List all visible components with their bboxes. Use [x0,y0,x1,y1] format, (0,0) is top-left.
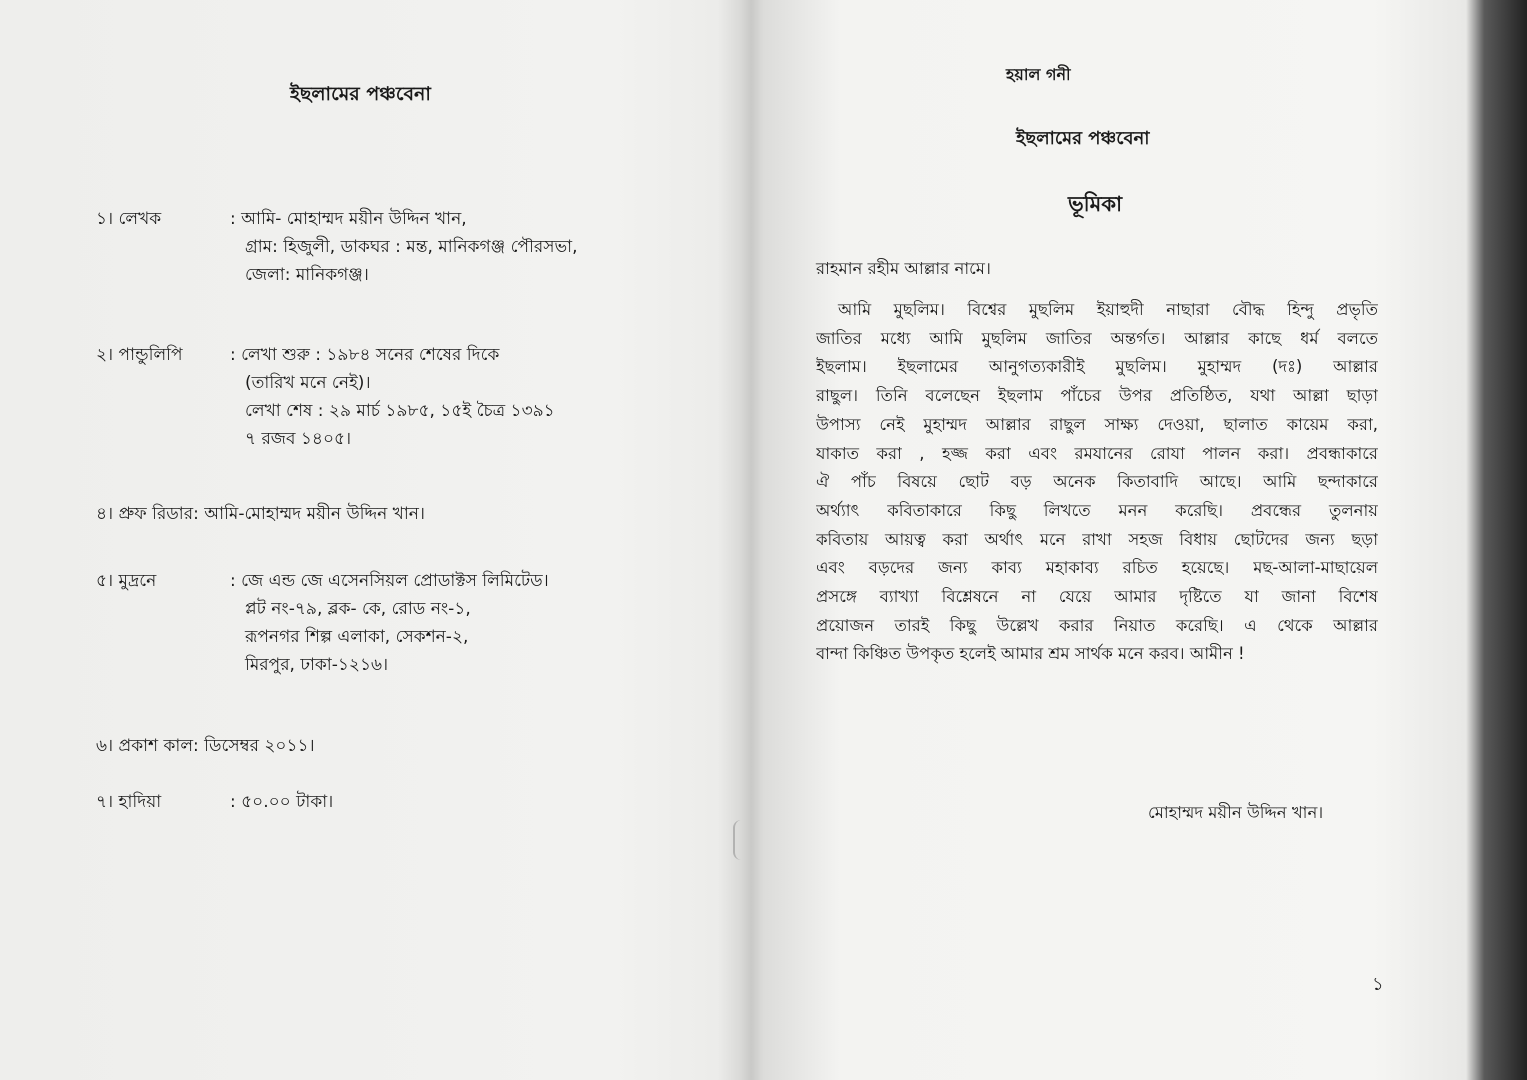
entry-line: লেখা শেষ : ২৯ মার্চ ১৯৮৫, ১৫ই চৈত্র ১৩৯১ [245,401,555,421]
preface-heading: ভূমিকা [1068,192,1123,216]
entry-line: (তারিখ মনে নেই)। [245,373,371,393]
body-line: আমি মুছলিম। বিশ্বের মুছলিম ইয়াহুদী নাছারা বৌদ্ধ হিন্দু প্রভৃতি [838,300,1378,319]
entry-proof-reader [96,500,425,528]
entry-label: ৫। মুদ্রনে [96,571,157,591]
entry-publish-date [96,732,315,760]
entry-line: ৭ রজব ১৪০৫। [245,429,352,449]
preface-body [816,296,1378,669]
entry-manuscript [96,341,555,453]
entry-label: ২। পান্ডুলিপি [96,345,183,365]
body-line: ঐ পাঁচ বিষয়ে ছোট বড় অনেক কিতাবাদি আছে। আমি ছন্দাকারে [816,472,1378,492]
entry-line: : ৫০.০০ টাকা। [230,792,334,812]
entry-line: : আমি- মোহাম্মদ ময়ীন উদ্দিন খান, [230,209,467,229]
entry-label: ৪। প্রুফ রিডার [96,504,194,524]
entry-price [96,788,333,816]
author-header: হয়াল গনী [1006,65,1071,84]
entry-line: : আমি-মোহাম্মদ ময়ীন উদ্দিন খান। [193,504,426,524]
entry-label: ১। লেখক [96,209,162,229]
body-line: উপাস্য নেই মুহাম্মদ আল্লার রাছুল সাক্ষ্য দেওয়া, ছালাত কায়েম করা, [816,414,1378,434]
body-line: অর্থ্যাৎ কবিতাকারে কিছু লিখতে মনন করেছি। প্রবন্ধের তুলনায় [816,500,1378,520]
page-number: ১ [1372,974,1384,995]
entry-line: : ডিসেম্বর ২০১১। [193,736,315,756]
body-line: রাছুল। তিনি বলেছেন ইছলাম পাঁচের উপর প্রতিষ্ঠিত, যথা আল্লা ছাড়া [816,386,1378,406]
entry-label: ৭। হাদিয়া [96,792,162,812]
entry-line: জেলা: মানিকগঞ্জ। [245,265,369,285]
left-page [0,0,740,1080]
entry-line: গ্রাম: হিজুলী, ডাকঘর : মন্ত, মানিকগঞ্জ পৌরসভা, [245,237,578,257]
body-line: এবং বড়দের জন্য কাব্য মহাকাব্য রচিত হয়েছে। মছ-আলা-মাছায়েল [816,558,1378,578]
right-page-title: ইছলামের পঞ্চবেনা [1016,128,1150,149]
entry-author [96,205,578,289]
body-line: জাতির মধ্যে আমি মুছলিম জাতির অন্তর্গত। আল্লার কাছে ধর্ম বলতে [816,328,1378,348]
body-line: প্রয়োজন তারই কিছু উল্লেখ করার নিয়াত করেছি। এ থেকে আল্লার [816,615,1378,635]
body-line: প্রসঙ্গে ব্যাখ্যা বিশ্লেষনে না যেয়ে আমার দৃষ্টিতে যা জানা বিশেষ [816,587,1378,607]
entry-line: : জে এন্ড জে এসেনসিয়ল প্রোডাক্টস লিমিটেড। [230,571,549,591]
entry-line: রূপনগর শিল্প এলাকা, সেকশন-২, [245,627,469,647]
entry-line: : লেখা শুরু : ১৯৮৪ সনের শেষের দিকে [230,345,500,365]
left-page-title: ইছলামের পঞ্চবেনা [290,83,431,105]
entry-line: প্লট নং-৭৯, ব্লক- কে, রোড নং-১, [245,599,471,619]
entry-printer [96,567,549,679]
entry-line: মিরপুর, ঢাকা-১২১৬। [245,655,389,675]
body-line: বান্দা কিঞ্চিত উপকৃত হলেই আমার শ্রম সার্থক মনে করব। আমীন ! [816,644,1245,664]
entry-label: ৬। প্রকাশ কাল [96,736,194,756]
body-line: যাকাত করা , হজ্জ করা এবং রমযানের রোযা পালন করা। প্রবন্ধাকারে [816,443,1378,463]
invocation-line: রাহমান রহীম আল্লার নামে। [816,259,991,278]
signature: মোহাম্মদ ময়ীন উদ্দিন খান। [1148,803,1324,822]
body-line: ইছলাম। ইছলামের আনুগত্যকারীই মুছলিম। মুহাম্মদ (দঃ) আল্লার [816,357,1378,377]
body-line: কবিতায় আয়ত্ব করা অর্থাৎ মনে রাখা সহজ বিধায় ছোটদের জন্য ছড়া [816,529,1378,549]
binding-mark [733,820,749,860]
